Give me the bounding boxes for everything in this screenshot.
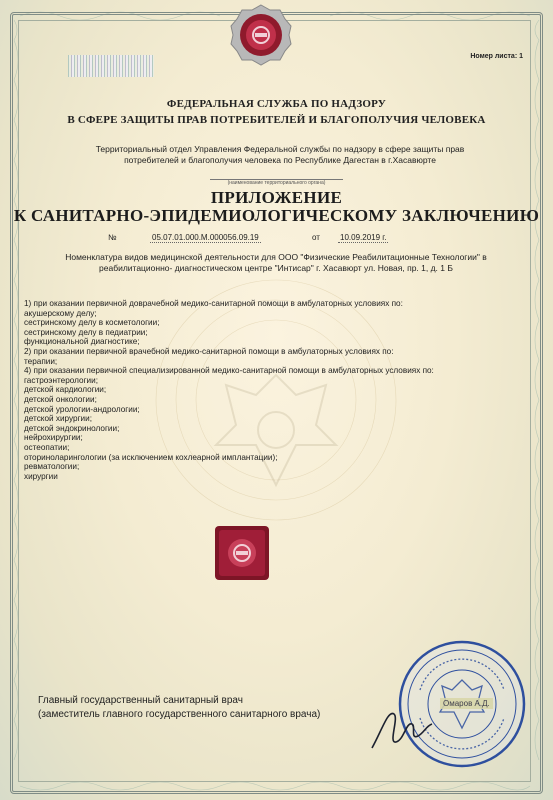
service-item: терапии;	[24, 356, 58, 366]
document-title-line1: ПРИЛОЖЕНИЕ	[210, 188, 343, 207]
service-item: хирургии	[24, 471, 58, 481]
hologram-sticker-icon	[214, 525, 270, 581]
territorial-caption: (наименование территориального органа)	[0, 180, 553, 186]
number-label: №	[108, 233, 117, 242]
service-item: нейрохирургии;	[24, 433, 83, 443]
agency-name-line2: В СФЕРЕ ЗАЩИТЫ ПРАВ ПОТРЕБИТЕЛЕЙ И БЛАГОПОЛУЧИЯ ЧЕЛОВЕКА	[67, 114, 486, 126]
service-item: детской урологии-андрологии;	[24, 404, 140, 414]
conclusion-number: 05.07.01.000.М.000056.09.19	[152, 233, 259, 242]
hologram-seal-icon	[230, 4, 292, 66]
service-item: детской эндокринологии;	[24, 423, 120, 433]
service-item: акушерскому делу;	[24, 308, 97, 318]
date-label: от	[312, 233, 320, 242]
service-item: гастроэнтерологии;	[24, 375, 98, 385]
signatory-block	[38, 694, 320, 722]
service-item: оториноларингологии (за исключением кохлеарной имплантации);	[24, 452, 278, 462]
service-item: детской онкологии;	[24, 394, 97, 404]
signature-icon	[366, 700, 436, 756]
conclusion-date: 10.09.2019 г.	[340, 233, 387, 242]
service-item: 4) при оказании первичной специализированной медико-санитарной помощи в амбулаторных условиях по:	[24, 366, 434, 376]
services-list	[24, 299, 524, 481]
signatory-name: Омаров А.Д.	[440, 698, 493, 709]
service-item: ревматологии;	[24, 462, 80, 472]
service-item: остеопатии;	[24, 442, 70, 452]
agency-name-line1: ФЕДЕРАЛЬНАЯ СЛУЖБА ПО НАДЗОРУ	[166, 98, 387, 110]
signatory-title: Главный государственный санитарный врач	[38, 695, 243, 706]
service-item: функциональной диагностике;	[24, 337, 140, 347]
territorial-office-line1: Территориальный отдел Управления Федеральной службы по надзору в сфере защиты прав	[95, 144, 465, 154]
service-item: 1) при оказании первичной доврачебной медико-санитарной помощи в амбулаторных условиях по:	[24, 299, 403, 308]
territorial-office-line2: потребителей и благополучия человека по Республике Дагестан в г.Хасавюрте	[124, 155, 436, 165]
service-item: детской кардиологии;	[24, 385, 107, 395]
service-item: сестринскому делу в педиатрии;	[24, 327, 148, 337]
document-title-line2: К САНИТАРНО-ЭПИДЕМИОЛОГИЧЕСКОМУ ЗАКЛЮЧЕНИЮ	[13, 206, 540, 225]
service-item: детской хирургии;	[24, 414, 92, 424]
service-item: 2) при оказании первичной врачебной медико-санитарной помощи в амбулаторных условиях по:	[24, 346, 394, 356]
signatory-subtitle: (заместитель главного государственного санитарного врача)	[38, 709, 321, 720]
service-item: сестринскому делу в косметологии;	[24, 318, 160, 328]
sheet-number: Номер листа: 1	[470, 53, 523, 60]
security-pattern	[68, 55, 154, 77]
nomenclature-text: Номенклатура видов медицинской деятельности для ООО "Физические Реабилитационные Технологии" в реабилитационно- диагностическом центре "Интисар" г. Хасавюрт ул. Новая, пр. 1, д. 1 Б	[65, 252, 487, 273]
